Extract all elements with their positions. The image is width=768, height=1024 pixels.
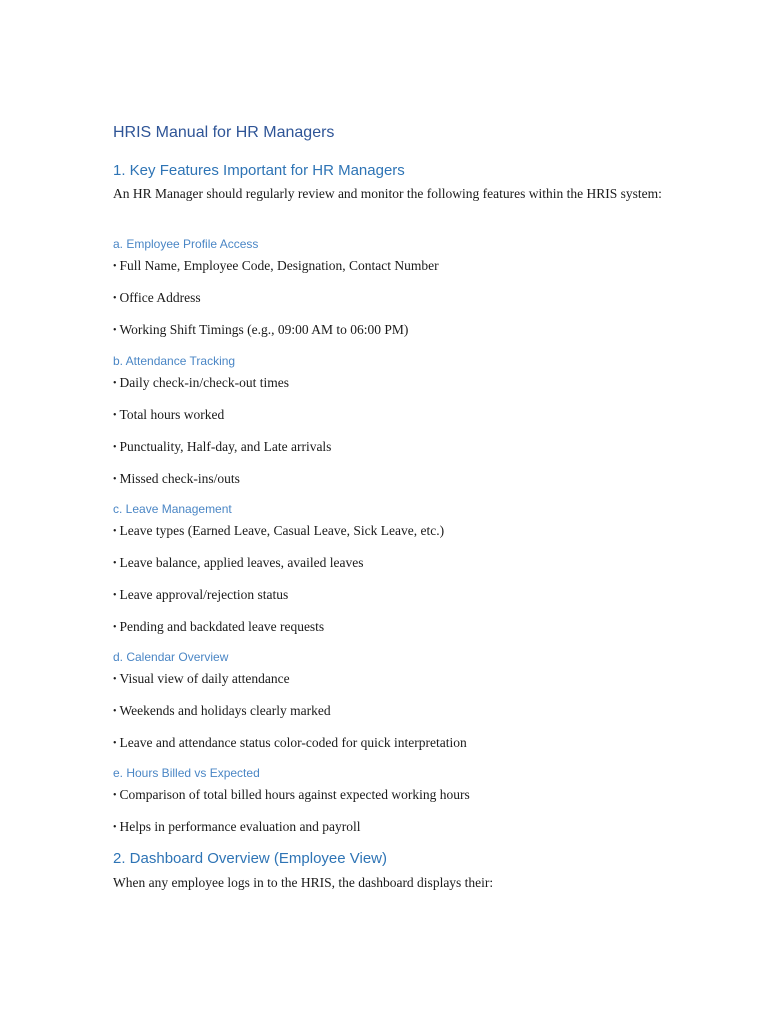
section-1-heading: 1. Key Features Important for HR Managers — [113, 162, 405, 179]
bullet-glyph: • — [113, 706, 117, 717]
list-item — [113, 437, 331, 458]
subsection-heading-leave: c. Leave Management — [113, 502, 232, 516]
list-item-text: Comparison of total billed hours against expected working hours — [119, 787, 470, 802]
subsection-heading-calendar: d. Calendar Overview — [113, 650, 229, 664]
bullet-glyph: • — [113, 442, 117, 453]
list-item-text: Office Address — [119, 290, 201, 305]
list-item — [113, 288, 201, 309]
bullet-glyph: • — [113, 261, 117, 272]
bullet-glyph: • — [113, 526, 117, 537]
bullet-glyph: • — [113, 790, 117, 801]
list-item — [113, 585, 288, 606]
list-item-text: Working Shift Timings (e.g., 09:00 AM to 06:00 PM) — [119, 322, 409, 337]
list-item-text: Total hours worked — [119, 407, 225, 422]
subsection-heading-hours: e. Hours Billed vs Expected — [113, 766, 260, 780]
list-item-text: Leave and attendance status color-coded for quick interpretation — [119, 735, 467, 750]
list-item — [113, 553, 364, 574]
bullet-glyph: • — [113, 622, 117, 633]
document-title: HRIS Manual for HR Managers — [113, 124, 335, 141]
subsection-heading-attendance: b. Attendance Tracking — [113, 354, 236, 368]
subsection-heading-profile: a. Employee Profile Access — [113, 237, 259, 251]
bullet-glyph: • — [113, 378, 117, 389]
bullet-glyph: • — [113, 738, 117, 749]
section-1-intro: An HR Manager should regularly review and monitor the following features within the HRIS system: — [113, 186, 662, 201]
bullet-glyph: • — [113, 822, 117, 833]
bullet-glyph: • — [113, 590, 117, 601]
list-item — [113, 256, 439, 277]
bullet-glyph: • — [113, 674, 117, 685]
list-item-text: Full Name, Employee Code, Designation, Contact Number — [119, 258, 439, 273]
list-item — [113, 320, 408, 341]
list-item-text: Missed check-ins/outs — [119, 471, 240, 486]
section-2-heading: 2. Dashboard Overview (Employee View) — [113, 850, 388, 867]
list-item — [113, 817, 361, 838]
list-item-text: Daily check-in/check-out times — [119, 375, 289, 390]
list-item-text: Weekends and holidays clearly marked — [119, 703, 331, 718]
list-item — [113, 785, 470, 806]
list-item-text: Leave types (Earned Leave, Casual Leave, Sick Leave, etc.) — [119, 523, 445, 538]
list-item — [113, 617, 324, 638]
list-item — [113, 733, 467, 754]
list-item — [113, 669, 290, 690]
list-item-text: Pending and backdated leave requests — [119, 619, 325, 634]
list-item — [113, 521, 444, 542]
list-item-text: Helps in performance evaluation and payroll — [119, 819, 361, 834]
list-item-text: Leave balance, applied leaves, availed leaves — [119, 555, 364, 570]
list-item — [113, 701, 331, 722]
section-2-intro: When any employee logs in to the HRIS, the dashboard displays their: — [113, 875, 494, 890]
bullet-glyph: • — [113, 474, 117, 485]
list-item — [113, 373, 289, 394]
bullet-glyph: • — [113, 410, 117, 421]
bullet-glyph: • — [113, 325, 117, 336]
list-item-text: Leave approval/rejection status — [119, 587, 289, 602]
bullet-glyph: • — [113, 293, 117, 304]
list-item-text: Visual view of daily attendance — [119, 671, 290, 686]
list-item — [113, 469, 240, 490]
list-item — [113, 405, 224, 426]
list-item-text: Punctuality, Half-day, and Late arrivals — [119, 439, 332, 454]
bullet-glyph: • — [113, 558, 117, 569]
